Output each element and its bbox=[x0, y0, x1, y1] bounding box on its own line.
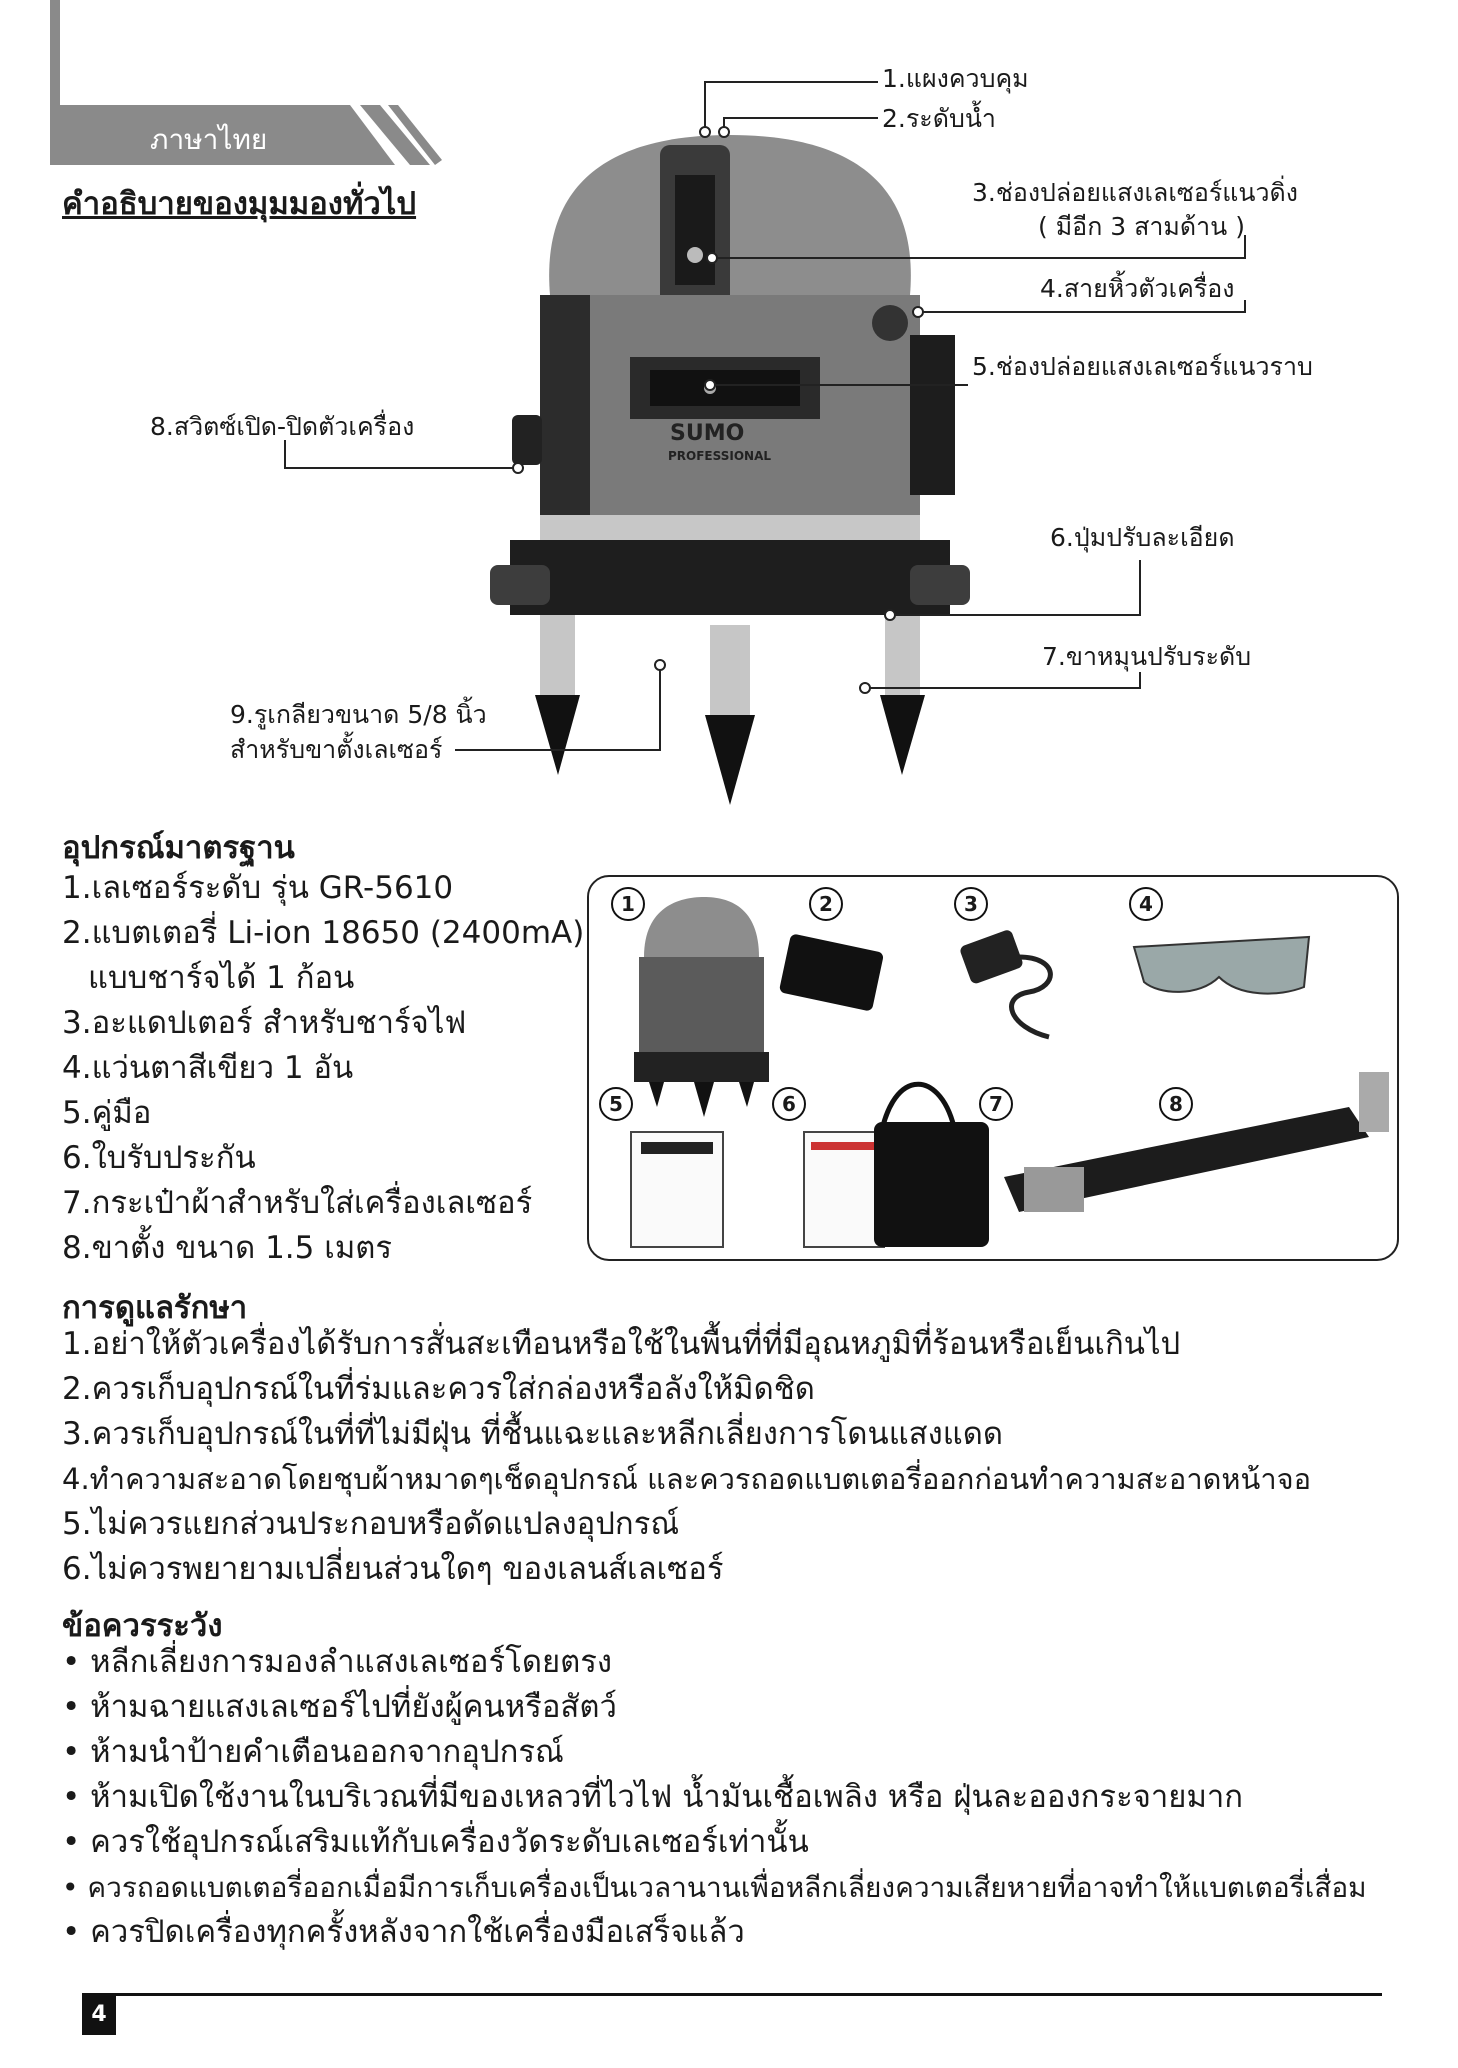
list-item: • ควรถอดแบตเตอรี่ออกเมื่อมีการเก็บเครื่องเป็นเวลานานเพื่อหลีกเลี่ยงความเสียหายที่อาจทำให้แบตเตอรี่เสื่อม bbox=[62, 1871, 1367, 1904]
equipment-list bbox=[62, 866, 585, 1271]
callout-thread-hole: 9.รูเกลียวขนาด 5/8 นิ้ว bbox=[230, 700, 487, 729]
list-item: 5.ไม่ควรแยกส่วนประกอบหรือดัดแปลงอุปกรณ์ bbox=[62, 1506, 680, 1542]
safety-glasses-thumbnail bbox=[1134, 937, 1309, 994]
laser-level-thumbnail bbox=[634, 897, 769, 1117]
list-item: • ห้ามฉายแสงเลเซอร์ไปที่ยังผู้คนหรือสัตว์ bbox=[62, 1689, 617, 1725]
callout-power-switch: 8.สวิตซ์เปิด-ปิดตัวเครื่อง bbox=[150, 412, 415, 441]
accessory-number-badge: 6 bbox=[772, 1087, 806, 1121]
callout-leveling-feet: 7.ขาหมุนปรับระดับ bbox=[1042, 642, 1252, 671]
list-item: 7.กระเป๋าผ้าสำหรับใส่เครื่องเลเซอร์ bbox=[62, 1185, 533, 1221]
accessories-illustrations bbox=[589, 877, 1397, 1259]
adapter-thumbnail bbox=[959, 929, 1051, 1037]
caution-heading: ข้อควรระวัง bbox=[62, 1608, 223, 1644]
accessories-panel bbox=[587, 875, 1399, 1261]
accessory-number-badge: 1 bbox=[611, 887, 645, 921]
list-item: แบบชาร์จได้ 1 ก้อน bbox=[88, 960, 355, 996]
list-item: 3.อะแดปเตอร์ สำหรับชาร์จไฟ bbox=[62, 1005, 467, 1041]
callout-water-level: 2.ระดับน้ำ bbox=[882, 104, 996, 133]
list-item: • ควรปิดเครื่องทุกครั้งหลังจากใช้เครื่องมือเสร็จแล้ว bbox=[62, 1914, 745, 1950]
language-tab-label: ภาษาไทย bbox=[150, 123, 268, 156]
callout-carry-handle: 4.สายหิ้วตัวเครื่อง bbox=[1040, 274, 1235, 303]
list-item: • ควรใช้อุปกรณ์เสริมแท้กับเครื่องวัดระดับเลเซอร์เท่านั้น bbox=[62, 1824, 809, 1860]
accessory-number-badge: 3 bbox=[954, 887, 988, 921]
list-item: 1.อย่าให้ตัวเครื่องได้รับการสั่นสะเทือนหรือใช้ในพื้นที่ที่มีอุณหภูมิที่ร้อนหรือเย็นเกินไป bbox=[62, 1326, 1181, 1362]
equipment-heading: อุปกรณ์มาตรฐาน bbox=[62, 830, 295, 866]
list-item: 5.คู่มือ bbox=[62, 1095, 152, 1131]
care-list bbox=[62, 1322, 1422, 1592]
list-item: 4.ทำความสะอาดโดยชุบผ้าหมาดๆเช็ดอุปกรณ์ และควรถอดแบตเตอรี่ออกก่อนทำความสะอาดหน้าจอ bbox=[62, 1462, 1312, 1496]
list-item: • ห้ามนำป้ายคำเตือนออกจากอุปกรณ์ bbox=[62, 1734, 564, 1770]
callout-control-panel: 1.แผงควบคุม bbox=[882, 64, 1029, 93]
list-item: • ห้ามเปิดใช้งานในบริเวณที่มีของเหลวที่ไวไฟ น้ำมันเชื้อเพลิง หรือ ฝุ่นละอองกระจายมาก bbox=[62, 1779, 1244, 1815]
list-item: 1.เลเซอร์ระดับ รุ่น GR-5610 bbox=[62, 870, 454, 906]
callout-thread-hole-note: สำหรับขาตั้งเลเซอร์ bbox=[230, 735, 443, 764]
list-item: • หลีกเลี่ยงการมองลำแสงเลเซอร์โดยตรง bbox=[62, 1644, 613, 1680]
list-item: 3.ควรเก็บอุปกรณ์ในที่ที่ไม่มีฝุ่น ที่ชื้นแฉะและหลีกเลี่ยงการโดนแสงแดด bbox=[62, 1416, 1003, 1452]
care-heading: การดูแลรักษา bbox=[62, 1290, 248, 1326]
callout-vertical-laser-note: ( มีอีก 3 สามด้าน ) bbox=[1038, 212, 1245, 241]
tripod-thumbnail bbox=[1004, 1072, 1389, 1212]
list-item: 6.ไม่ควรพยายามเปลี่ยนส่วนใดๆ ของเลนส์เลเซอร์ bbox=[62, 1551, 724, 1587]
list-item: 2.ควรเก็บอุปกรณ์ในที่ร่มและควรใส่กล่องหรือลังให้มิดชิด bbox=[62, 1371, 815, 1407]
brand-text: SUMO bbox=[670, 421, 745, 446]
callout-leader-lines bbox=[0, 0, 1458, 820]
accessory-number-badge: 7 bbox=[979, 1087, 1013, 1121]
callout-fine-adjust-knob: 6.ปุ่มปรับละเอียด bbox=[1050, 523, 1235, 552]
brand-sub-text: PROFESSIONAL bbox=[668, 449, 772, 463]
callout-vertical-laser-window: 3.ช่องปล่อยแสงเลเซอร์แนวดิ่ง bbox=[972, 178, 1298, 207]
caution-list bbox=[62, 1640, 1442, 1955]
section-title: คำอธิบายของมุมมองทั่วไป bbox=[62, 186, 417, 222]
list-item: 6.ใบรับประกัน bbox=[62, 1140, 256, 1176]
page-number: 4 bbox=[82, 1995, 116, 2035]
list-item: 4.แว่นตาสีเขียว 1 อัน bbox=[62, 1050, 354, 1086]
accessory-number-badge: 4 bbox=[1129, 887, 1163, 921]
footer-rule bbox=[82, 1993, 1382, 1996]
list-item: 2.แบตเตอรี่ Li-ion 18650 (2400mA) bbox=[62, 915, 585, 951]
accessory-number-badge: 2 bbox=[809, 887, 843, 921]
callout-horizontal-laser-window: 5.ช่องปล่อยแสงเลเซอร์แนวราบ bbox=[972, 352, 1313, 381]
accessory-number-badge: 5 bbox=[599, 1087, 633, 1121]
carry-bag-thumbnail bbox=[874, 1084, 989, 1247]
battery-thumbnail bbox=[779, 933, 884, 1011]
accessory-number-badge: 8 bbox=[1159, 1087, 1193, 1121]
list-item: 8.ขาตั้ง ขนาด 1.5 เมตร bbox=[62, 1230, 393, 1266]
